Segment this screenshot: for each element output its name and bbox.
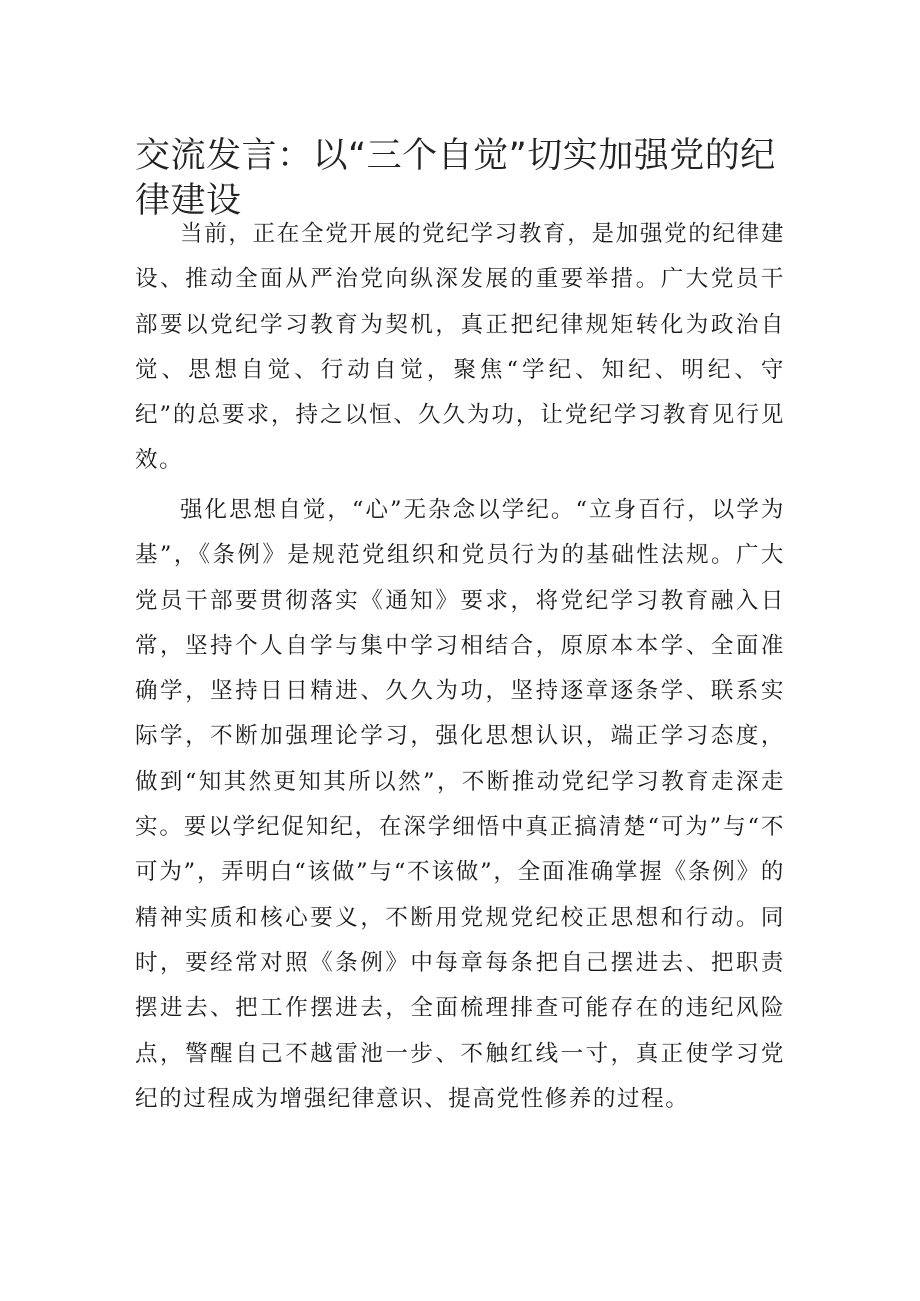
paragraph-thought-awareness: 强化思想自觉，“心”无杂念以学纪。“立身百行，以学为基”，《条例》是规范党组织和党员行为的基础性法规。广大党员干部要贯彻落实《通知》要求，将党纪学习教育融入日常，坚持个人自学与集中学习相结合，原原本本学、全面准确学，坚持日日精进、久久为功，坚持逐章逐条学、联系实际学，不断加强理论学习，强化思想认识，端正学习态度，做到“知其然更知其所以然”，不断推动党纪学习教育走深走实。要以学纪促知纪，在深学细悟中真正搞清楚“可为”与“不可为”，弄明白“该做”与“不该做”，全面准确掌握《条例》的精神实质和核心要义，不断用党规党纪校正思想和行动。同时，要经常对照《条例》中每章每条把自己摆进去、把职责摆进去、把工作摆进去，全面梳理排查可能存在的违纪风险点，警醒自己不越雷池一步、不触红线一寸，真正使学习党纪的过程成为增强纪律意识、提高党性修养的过程。 (135, 497, 785, 1112)
paragraph-intro: 当前，正在全党开展的党纪学习教育，是加强党的纪律建设、推动全面从严治党向纵深发展的重要举措。广大党员干部要以党纪学习教育为契机，真正把纪律规矩转化为政治自觉、思想自觉、行动自觉，聚焦“学纪、知纪、明纪、守纪”的总要求，持之以恒、久久为功，让党纪学习教育见行见效。 (135, 221, 785, 474)
document-title: 交流发言：以“三个自觉”切实加强党的纪律建设 (135, 136, 776, 221)
